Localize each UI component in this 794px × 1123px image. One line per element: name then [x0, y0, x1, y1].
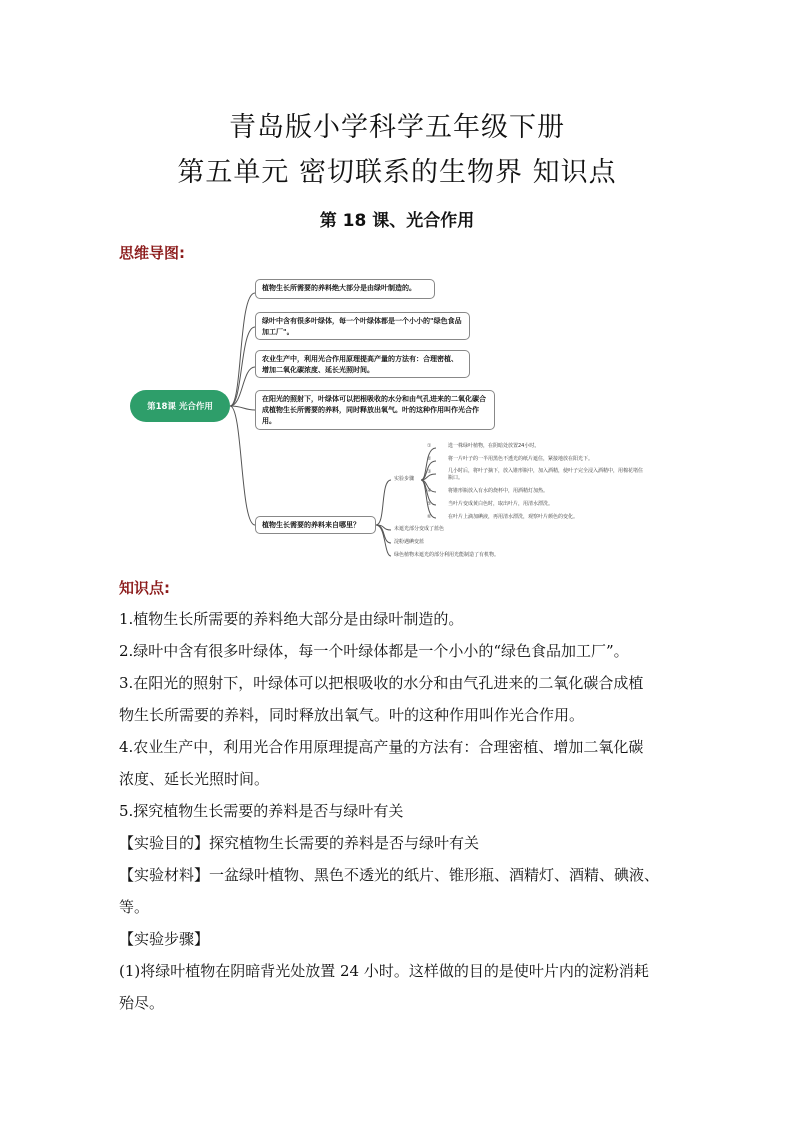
point-line: 4.农业生产中，利用光合作用原理提高产量的方法有：合理密植、增加二氧化碳 — [119, 738, 644, 756]
point-line: (1)将绿叶植物在阴暗背光处放置 24 小时。这样做的目的是使叶片内的淀粉消耗 — [119, 962, 649, 980]
result-text: 未遮光部分变成了蓝色 — [394, 526, 445, 532]
step-text: 在叶片上滴加碘液，再用清水漂洗，观察叶片颜色的变化。 — [448, 514, 579, 520]
mind-map-root: 第18课 光合作用 — [130, 390, 230, 422]
mind-map-branch: 在阳光的照射下，叶绿体可以把根吸收的水分和由气孔进来的二氧化碳合成植物生长所需要的养料，同时释放出氧气。叶的这种作用叫作光合作用。 — [255, 390, 495, 430]
step-number: ② — [427, 456, 432, 462]
step-number: ③ — [427, 469, 432, 475]
knowledge-points-label: 知识点: — [119, 579, 170, 597]
document-title-line1: 青岛版小学科学五年级下册 — [229, 112, 565, 143]
step-number: ① — [427, 443, 432, 449]
knowledge-points — [119, 603, 679, 1019]
point-line: 浓度、延长光照时间。 — [119, 770, 270, 788]
point-line: 2.绿叶中含有很多叶绿体，每一个叶绿体都是一个小小的“绿色食品加工厂”。 — [119, 642, 629, 660]
step-text: 几小时后，将叶子摘下，放入锥形瓶中，加入酒精，使叶子完全浸入酒精中，用棉花堵住瓶口。 — [448, 468, 644, 481]
point-line: 殆尽。 — [119, 994, 165, 1012]
point-line: 【实验目的】探究植物生长需要的养料是否与绿叶有关 — [119, 834, 480, 852]
document-title-line2: 第五单元 密切联系的生物界 知识点 — [177, 157, 617, 188]
step-text: 选一株绿叶植物，在阴暗处放置24小时。 — [448, 443, 540, 449]
mind-map-branch: 绿叶中含有很多叶绿体，每一个叶绿体都是一个小小的"绿色食品加工厂"。 — [255, 312, 470, 340]
point-line: 【实验步骤】 — [119, 930, 210, 948]
point-line: 【实验材料】一盆绿叶植物、黑色不透光的纸片、锥形瓶、酒精灯、酒精、碘液、 — [119, 866, 660, 884]
lesson-heading: 第 18 课、光合作用 — [319, 211, 475, 231]
step-number: ④ — [427, 488, 432, 494]
point-line: 等。 — [119, 898, 150, 916]
step-number: ⑥ — [427, 514, 432, 520]
mind-map-branch: 植物生长所需要的养料绝大部分是由绿叶制造的。 — [255, 279, 435, 299]
result-text: 淀粉遇碘变蓝 — [394, 539, 425, 545]
step-text: 当叶片变成黄白色时，取出叶片，用清水漂洗。 — [448, 501, 554, 507]
step-text: 将一片叶子的一半用黑色不透光的纸片遮住，紧接地放在阳光下。 — [448, 456, 594, 462]
mind-map-branch: 农业生产中，利用光合作用原理提高产量的方法有：合理密植、增加二氧化碳浓度、延长光照时间。 — [255, 350, 470, 378]
step-text: 将锥形瓶放入有水的烧杯中，用酒精灯加热。 — [448, 488, 549, 494]
step-number: ⑤ — [427, 501, 432, 507]
point-line: 5.探究植物生长需要的养料是否与绿叶有关 — [119, 802, 404, 820]
mind-map — [118, 275, 678, 565]
mind-map-subbranch: 实验步骤 — [394, 476, 415, 482]
point-line: 1.植物生长所需要的养料绝大部分是由绿叶制造的。 — [119, 610, 464, 628]
result-text: 绿色植物未遮光的部分利用光能制造了有机物。 — [394, 552, 500, 558]
mind-map-branch: 植物生长需要的养料来自哪里？ — [255, 516, 376, 534]
point-line: 物生长所需要的养料，同时释放出氧气。叶的这种作用叫作光合作用。 — [119, 706, 585, 724]
mindmap-label: 思维导图: — [119, 244, 185, 262]
point-line: 3.在阳光的照射下，叶绿体可以把根吸收的水分和由气孔进来的二氧化碳合成植 — [119, 674, 644, 692]
